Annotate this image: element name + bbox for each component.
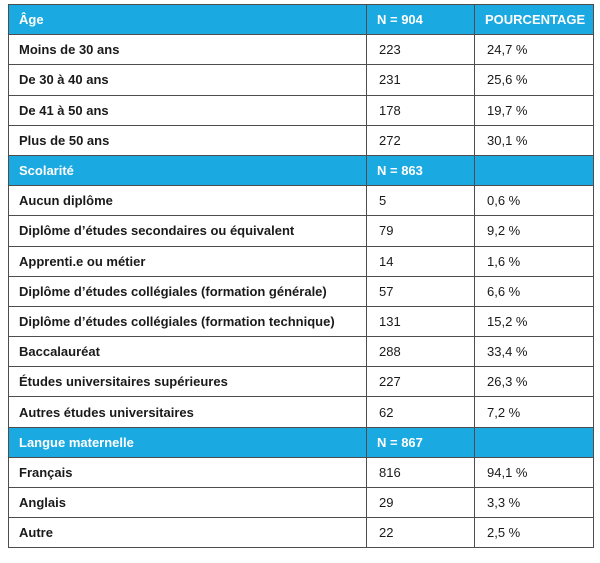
row-label: Anglais bbox=[9, 488, 367, 518]
row-label: Plus de 50 ans bbox=[9, 125, 367, 155]
table-row bbox=[9, 65, 594, 95]
table-row bbox=[9, 95, 594, 125]
row-label: Français bbox=[9, 457, 367, 487]
row-percent: 7,2 % bbox=[475, 397, 594, 427]
row-label: De 30 à 40 ans bbox=[9, 65, 367, 95]
table-row bbox=[9, 337, 594, 367]
row-label: Baccalauréat bbox=[9, 337, 367, 367]
row-label: De 41 à 50 ans bbox=[9, 95, 367, 125]
table-row bbox=[9, 397, 594, 427]
table-row bbox=[9, 457, 594, 487]
row-count: 131 bbox=[367, 306, 475, 336]
row-label: Apprenti.e ou métier bbox=[9, 246, 367, 276]
row-count: 223 bbox=[367, 35, 475, 65]
row-count: 288 bbox=[367, 337, 475, 367]
row-label: Diplôme d’études secondaires ou équivalent bbox=[9, 216, 367, 246]
row-count: 5 bbox=[367, 186, 475, 216]
row-percent: 30,1 % bbox=[475, 125, 594, 155]
row-count: 14 bbox=[367, 246, 475, 276]
section-percent-header bbox=[475, 427, 594, 457]
row-count: 62 bbox=[367, 397, 475, 427]
row-percent: 24,7 % bbox=[475, 35, 594, 65]
row-percent: 33,4 % bbox=[475, 337, 594, 367]
row-label: Autres études universitaires bbox=[9, 397, 367, 427]
row-percent: 9,2 % bbox=[475, 216, 594, 246]
row-count: 79 bbox=[367, 216, 475, 246]
demographics-table bbox=[8, 4, 594, 548]
row-percent: 0,6 % bbox=[475, 186, 594, 216]
row-percent: 94,1 % bbox=[475, 457, 594, 487]
section-count: N = 863 bbox=[367, 155, 475, 185]
row-percent: 3,3 % bbox=[475, 488, 594, 518]
table-row bbox=[9, 216, 594, 246]
row-count: 57 bbox=[367, 276, 475, 306]
section-title: Scolarité bbox=[9, 155, 367, 185]
demographics-table-container bbox=[8, 4, 593, 548]
row-label: Aucun diplôme bbox=[9, 186, 367, 216]
table-row bbox=[9, 518, 594, 548]
section-title: Âge bbox=[9, 5, 367, 35]
table-row bbox=[9, 35, 594, 65]
row-percent: 26,3 % bbox=[475, 367, 594, 397]
row-count: 178 bbox=[367, 95, 475, 125]
section-percent-header: POURCENTAGE bbox=[475, 5, 594, 35]
row-count: 227 bbox=[367, 367, 475, 397]
table-row bbox=[9, 306, 594, 336]
row-label: Études universitaires supérieures bbox=[9, 367, 367, 397]
row-percent: 1,6 % bbox=[475, 246, 594, 276]
table-row bbox=[9, 125, 594, 155]
section-title: Langue maternelle bbox=[9, 427, 367, 457]
row-label: Diplôme d’études collégiales (formation technique) bbox=[9, 306, 367, 336]
row-percent: 25,6 % bbox=[475, 65, 594, 95]
row-count: 231 bbox=[367, 65, 475, 95]
section-count: N = 867 bbox=[367, 427, 475, 457]
row-count: 29 bbox=[367, 488, 475, 518]
row-count: 816 bbox=[367, 457, 475, 487]
row-percent: 19,7 % bbox=[475, 95, 594, 125]
row-percent: 2,5 % bbox=[475, 518, 594, 548]
table-row bbox=[9, 488, 594, 518]
row-count: 272 bbox=[367, 125, 475, 155]
section-header-age bbox=[9, 5, 594, 35]
row-label: Autre bbox=[9, 518, 367, 548]
section-count: N = 904 bbox=[367, 5, 475, 35]
table-row bbox=[9, 246, 594, 276]
row-count: 22 bbox=[367, 518, 475, 548]
row-label: Moins de 30 ans bbox=[9, 35, 367, 65]
table-row bbox=[9, 186, 594, 216]
section-header-language bbox=[9, 427, 594, 457]
table-row bbox=[9, 276, 594, 306]
row-percent: 6,6 % bbox=[475, 276, 594, 306]
section-header-education bbox=[9, 155, 594, 185]
section-percent-header bbox=[475, 155, 594, 185]
row-percent: 15,2 % bbox=[475, 306, 594, 336]
table-row bbox=[9, 367, 594, 397]
row-label: Diplôme d’études collégiales (formation générale) bbox=[9, 276, 367, 306]
